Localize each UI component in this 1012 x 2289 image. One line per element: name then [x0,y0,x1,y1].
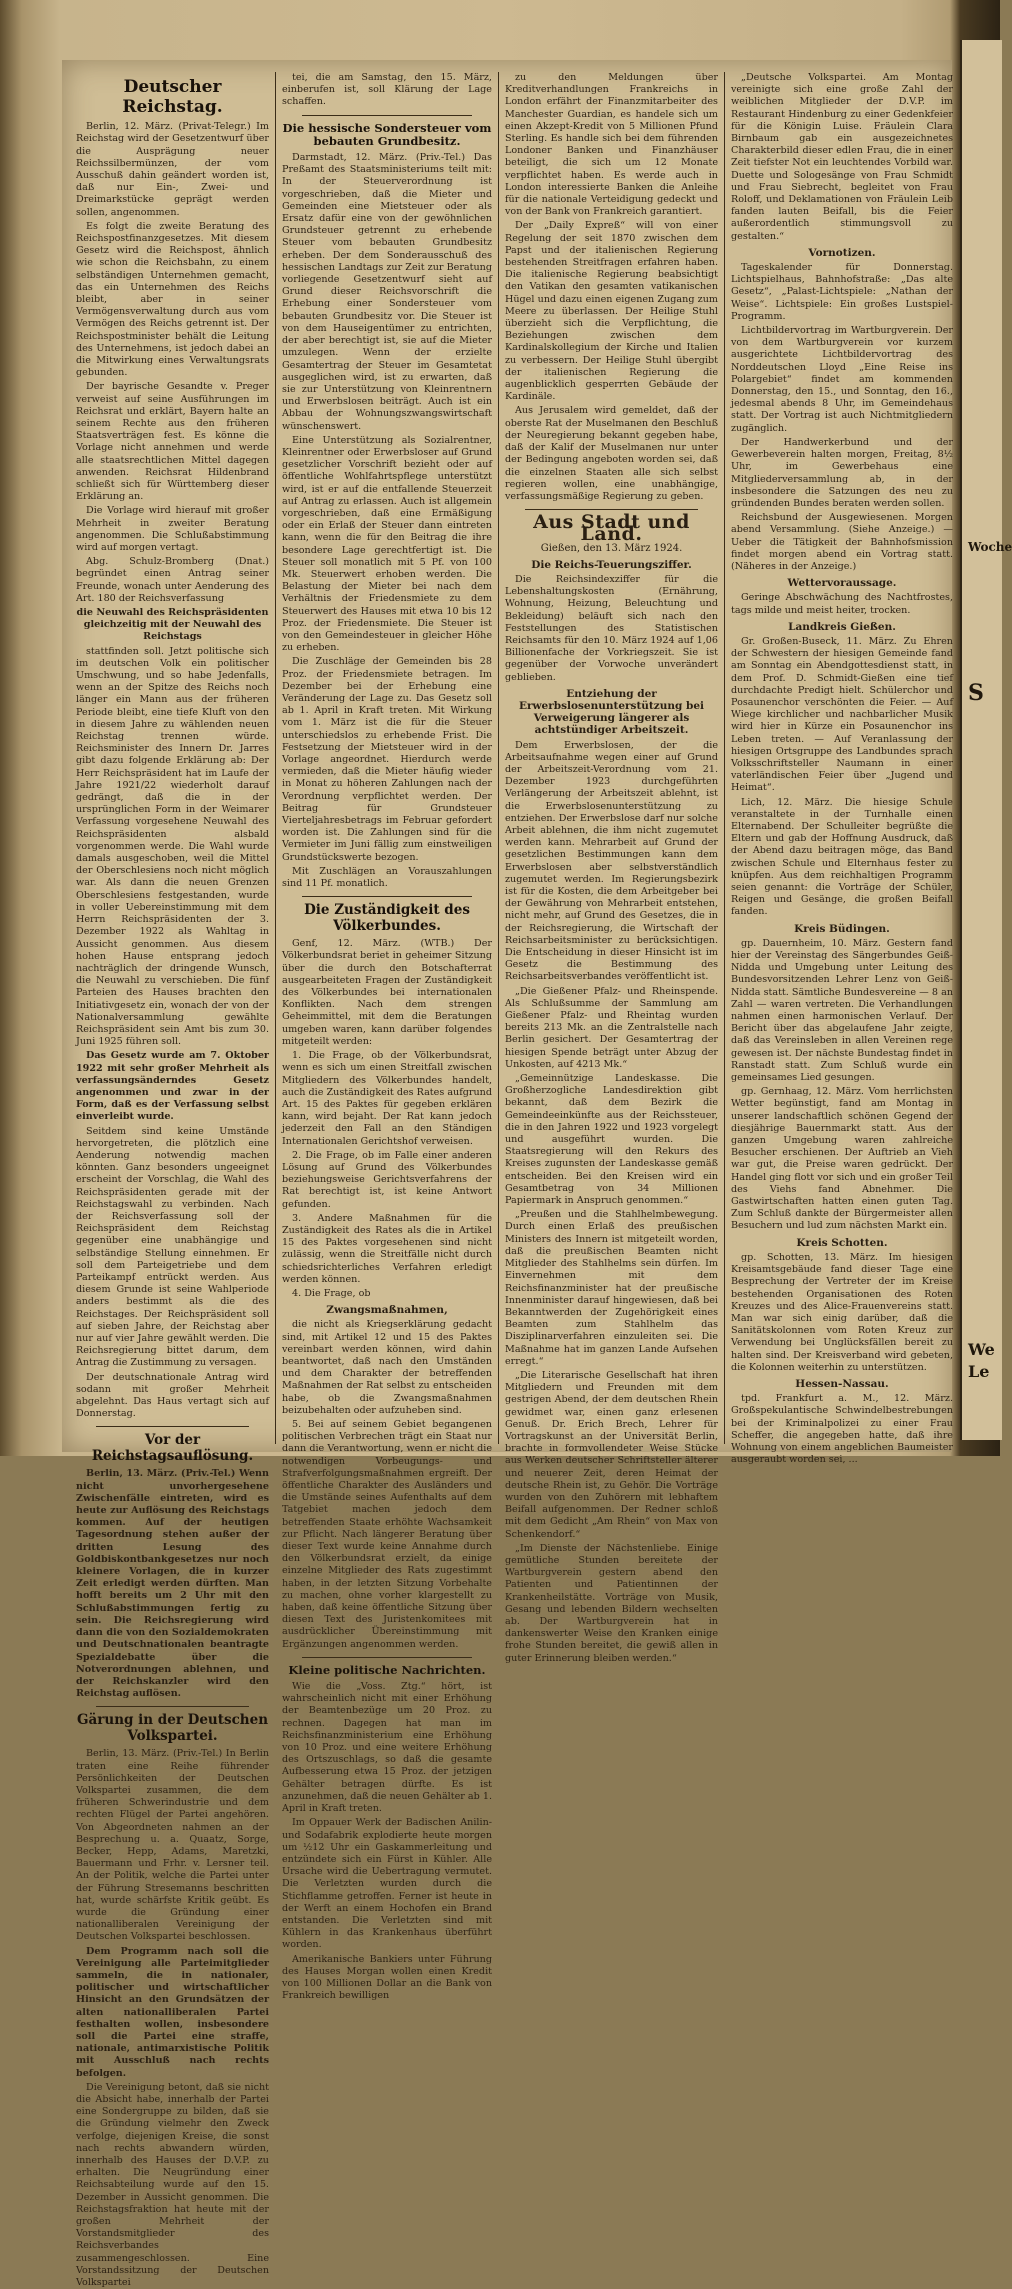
article-paragraph: Die Zuschläge der Gemeinden bis 28 Proz. der Friedensmiete betragen. Im Dezember bei der Erhebung eine Veränderung der Lage zu. Das Gesetz soll ab 1. April in Kraft treten. Mit Wirkung vom 1. März ist die für die Steuer unterschiedslos zu erhebende Frist. Die Festsetzung der Mietsteuer wird in der Vorlage angeordnet. Hierdurch werde vermieden, daß die Mieter häufig wieder in Monat zu höheren Zahlungen nach der Verordnung verpflichtet werden. Der Beitrag für Grundsteuer Vierteljahresbetrags im Februar gefordert worden ist. Die Zahlungen sind für die Vermieter im Juni fällig zum einstweiligen Grundstückswerte bezogen. [282,656,492,863]
headline-vornotizen: Vornotizen. [808,246,876,259]
article-paragraph: „Gemeinnützige Landeskasse. Die Großherzogliche Landesdirektion gibt bekannt, daß dem Bezirk die Gemeindeeinkünfte aus der Reichssteuer, die in den Jahren 1922 und 1923 vorgelegt und ausgeführt wurden. Die Staatsregierung will den Rekurs des Kreises zugunsten der Landeskasse gemäß entscheiden. Bei den Kreisen wird ein Gesamtbetrag von 34 Millionen Papiermark in Anspruch genommen.“ [505,1073,718,1207]
headline-erwerbslos: Entziehung der Erwerbslosenunterstützung bei Verweigerung längerer als achtstündiger Arbeitszeit. [518,687,705,737]
divider [96,1426,249,1427]
article-paragraph: die nicht als Kriegserklärung gedacht sind, mit Artikel 12 und 15 des Paktes vereinbart werden können, wird dahin beantwortet, daß nach den Umständen und dem Charakter der betreffenden Maßnahmen der Rat selbst zu entscheiden habe, ob die Zwangsmaßnahmen beizubehalten oder aufzuheben sind. [282,1319,492,1416]
article-paragraph: 5. Bei auf seinem Gebiet begangenen politischen Verbrechen trägt ein Staat nur dann die Verantwortung, wenn er nicht die notwendigen Vorbeugungs- und Strafverfolgungsmaßnahmen ergreift. Der öffentliche Charakter des Ausländers und die Umstände seines Aufenthalts auf dem Tatgebiet machen jedoch dem betreffenden Staate erhöhte Wachsamkeit zur Pflicht. Nach längerer Beratung über dieser Text wurde keine Annahme durch den Völkerbundsrat erzielt, da einige einzelne Mitglieder des Rats zugestimmt haben, in der letzten Sitzung Vorbehalte zu machen, ohne vorher klargestellt zu haben, daß keine öffentliche Sitzung über diesen Text des Juristenkomitees mit ausdrücklicher Übereinstimmung mit Ergänzungen angenommen werden. [282,1418,492,1650]
article-paragraph: 4. Die Frage, ob [292,1287,371,1299]
article-paragraph: Die Vorlage wird hierauf mit großer Mehrheit in zweiter Beratung angenommen. Die Schlußabstimmung wird auf morgen vertagt. [76,505,269,553]
column-3 [505,72,718,1664]
article-paragraph: Seitdem sind keine Umstände hervorgetreten, die plötzlich eine Aenderung notwendig machen könnten. Ganz besonders ungeeignet erscheint der Vorschlag, die Wahl des Reichspräsidenten gerade mit der Reichstagswahl zu verbinden. Nach der Reichsverfassung soll der Reichspräsident dem Reichstag gegenüber eine unabhängige und selbständige Stellung einnehmen. Er soll dem Parteigetriebe und dem Parteikampf entrückt werden. Aus diesem Grunde ist seine Wahlperiode anders bestimmt als die des Reichstages. Der Reichspräsident soll auf sieben Jahre, der Reichstag aber nur auf vier Jahre gewählt werden. Die Reichsregierung bittet darum, dem Antrag die Zustimmung zu versagen. [76,1125,269,1369]
article-paragraph: Geringe Abschwächung des Nachtfrostes, tags milde und meist heiter, trocken. [731,592,953,616]
article-paragraph: Es folgt die zweite Beratung des Reichspostfinanzgesetzes. Mit diesem Gesetz wird die Reichspost, ähnlich wie schon die Reichsbahn, zu einem selbständigen Unternehmen gemacht, das ein Unternehmen des Reichs bleibt, aber in seiner Vermögensverwaltung durch aus vom Vermögen des Reichs getrennt ist. Der Reichspostminister behält die Leitung des Unternehmens, ist jedoch dabei an die Mitwirkung eines Verwaltungsrats gebunden. [76,220,269,379]
article-paragraph: Der Handwerkerbund und der Gewerbeverein halten morgen, Freitag, 8½ Uhr, im Gewerbehaus eine Mitgliederversammlung ab, in der insbesondere die Satzungen des neu zu gründenden Bundes beraten werden sollen. [731,436,953,509]
article-paragraph: Die Reichsindexziffer für die Lebenshaltungskosten (Ernährung, Wohnung, Heizung, Beleuchtung und Bekleidung) beläuft sich nach den Feststellungen des Statistischen Reichsamts für den 10. März 1924 auf 1,06 Billionenfache der Vorkriegszeit. Sie ist gegenüber der Vorwoche unverändert geblieben. [505,573,718,683]
column-rule [724,72,725,1444]
article-paragraph: Tageskalender für Donnerstag. Lichtspielhaus, Bahnhofstraße: „Das alte Gesetz“, „Palast-Lichtspiele: „Nathan der Weise“. Lichtspiele: Ein großes Lustspiel-Programm. [731,262,953,322]
article-paragraph: Berlin, 12. März. (Privat-Telegr.) Im Reichstag wird der Gesetzentwurf über die Ausprägung neuer Reichssilbermünzen, der vom Ausschuß dahin geändert worden ist, daß nur Ein-, Zwei- und Dreimarkstücke geprägt werden sollen, angenommen. [76,121,269,218]
column-1 [76,72,269,2289]
article-paragraph: zu den Meldungen über Kreditverhandlungen Frankreichs in London erfährt der Finanzmitarbeiter des Manchester Guardian, es handele sich um einen Akzept-Kredit von 5 Millionen Pfund Sterling. Es handle sich bei dem führenden Londoner Banken und Finanzhäuser beteiligt, die sich um 12 Monate verpflichtet haben. Es werde auch in London interessierte Banken die Anleihe für die nationale Verteidigung gedeckt und von der Bank von Frankreich garantiert. [505,72,718,218]
column-rule [275,72,276,1444]
article-paragraph: Eine Unterstützung als Sozialrentner, Kleinrentner oder Erwerbsloser auf Grund gesetzlicher Vorschrift bezieht oder auf öffentliche Wohlfahrtspflege unterstützt wird, ist er auf die entfallende Steuerzeit auf Antrag zu erlassen. Auch ist allgemein vorgeschrieben, daß eine Ermäßigung oder ein Erlaß der Steuer dann eintreten kann, wenn die für den Beitrag die ihre besondere Lage gerechtfertigt ist. Die Steuer soll monatlich mit 5 Pf. von 100 Mk. Steuerwert erhoben werden. Die Belastung der Mieter bei nach dem Verhältnis der Friedensmiete zu dem Steuerwert des Hauses mit etwa 10 bis 12 Proz. der Friedensmiete. Die Steuer ist von den Gemeindesteuer in gleicher Höhe zu erheben. [282,434,492,654]
article-paragraph: Darmstadt, 12. März. (Priv.-Tel.) Das Preßamt des Staatsministeriums teilt mit: In der Steuerverordnung ist vorgeschrieben, daß die Mieter und Gemeinden eine Mietsteuer oder als Ersatz dafür eine von der gewöhnlichen Grundsteuer getrennt zu erhebende Steuer vom bebauten Grundbesitz erheben. Der dem Sonderausschuß des hessischen Landtags zur Zeit zur Beratung vorliegende Gesetzentwurf sieht auf Grund dieser Reichsvorschrift die Erhebung einer Sondersteuer vom bebauten Grundbesitz vor. Die Steuer ist von dem Hauseigentümer zu entrichten, der aber berechtigt ist, sie auf die Mieter umzulegen. Wenn der erzielte Gesamtertrag der Steuer im Gesamtetat ausgeglichen wird, ist zu erwarten, daß sie zur Unterstützung von Kleinrentnern und Erwerbslosen beiträgt. Auch ist ein Abbau der Wohnungszwangswirtschaft wünschenswert. [282,152,492,432]
article-paragraph: 3. Andere Maßnahmen für die Zuständigkeit des Rates als die in Artikel 15 des Paktes vorgesehenen sind nicht zulässig, wenn die Streitfälle nicht durch schiedsrichterliches Verfahren erledigt werden können. [282,1212,492,1285]
article-paragraph: „Preußen und die Stahlhelmbewegung. Durch einen Erlaß des preußischen Ministers des Innern ist mitgeteilt worden, daß die preußischen Beamten nicht Mitglieder des Stahlhelms sein dürfen. Im Einvernehmen mit dem Reichsfinanzminister hat der preußische Innenminister darauf hingewiesen, daß bei Bekanntwerden der Zugehörigkeit eines Beamten zum Stahlhelm das Disziplinarverfahren einzuleiten sei. Die Maßnahme hat im ganzen Lande Aufsehen erregt.“ [505,1209,718,1367]
article-paragraph: Der bayrische Gesandte v. Preger verweist auf seine Ausführungen im Reichsrat und erklärt, Bayern halte an seinem Rechte aus den früheren Staatsverträgen fest. Es könne die Vorlage nicht annehmen und werde alle staatsrechtlichen Mittel dagegen anwenden. Reichsrat Hildenbrand schließt sich für Württemberg dieser Erklärung an. [76,381,269,503]
section-title-stadt-land: Aus Stadt und Land. [533,511,690,546]
article-paragraph: Aus Jerusalem wird gemeldet, daß der oberste Rat der Muselmanen den Beschluß der Neuregierung bekannt gegeben habe, daß der Kalif der Muselmanen nur unter der Bedingung angeboten worden sei, daß die einzelnen Staaten alle sich selbst regieren wollen, eine unabhängige, verfassungsmäßige Regierung zu geben. [505,405,718,502]
article-paragraph: gp. Dauernheim, 10. März. Gestern fand hier der Vereinstag des Sängerbundes Geiß-Nidda und Umgebung unter Leitung des Bundesvorsitzenden Lehrer Lenz von Geiß-Nidda statt. Sämtliche Bundesvereine — 8 an Zahl — waren vertreten. Die Verhandlungen nahmen einen harmonischen Verlauf. Der Bericht über das abgelaufene Jahr zeigte, daß das Vereinsleben in allen Vereinen rege gewesen ist. Der nächste Bundestag findet in Ranstadt statt. Zum Schluß wurde ein gemeinsames Lied gesungen. [731,937,953,1084]
headline-landkreis: Landkreis Gießen. [788,620,896,633]
headline-zustaendigkeit: Die Zuständigkeit des Völkerbundes. [304,902,470,934]
column-rule [498,72,499,1444]
headline-schotten: Kreis Schotten. [796,1236,888,1249]
strip-text: S [968,680,984,706]
article-paragraph: gp. Schotten, 13. März. Im hiesigen Kreisamtsgebäude fand dieser Tage eine Besprechung der Vertreter der im Kreise bestehenden Organisationen des Roten Kreuzes und des Alice-Frauenvereins statt. Man war sich einig darüber, daß die Sanitätskolonnen vom Roten Kreuz zur Verwendung bei Unglücksfällen bereit zu halten sind. Der Kreisverband wird gebeten, die Kolonnen weiterhin zu unterstützen. [731,1251,953,1373]
article-paragraph: „Die Gießener Pfalz- und Rheinspende. Als Schlußsumme der Sammlung am Gießener Pfalz- und Rheintag wurden bereits 213 Mk. an die Zentralstelle nach Berlin gesichert. Der Gesamtertrag der hiesigen Spende beträgt unter Abzug der Unkosten, auf 4213 Mk.“ [505,985,718,1070]
strip-text: Le [968,1362,990,1381]
article-paragraph: Lichtbildervortrag im Wartburgverein. Der von dem Wartburgverein vor kurzem ausgerichtete Lichtbildervortrag des Norddeutschen Lloyd „Eine Reise ins Polargebiet“ findet am kommenden Donnerstag, den 15., und Sonntag, den 16., jedesmal abends 8 Uhr, im Gemeindehaus statt. Der Vortrag ist auch Nichtmitgliedern zugänglich. [731,325,953,434]
article-paragraph: 2. Die Frage, ob im Falle einer anderen Lösung auf Grund des Völkerbundes beziehungsweise Gerichtsverfahrens der Rat berechtigt ist, ist keine Antwort gefunden. [282,1149,492,1210]
article-paragraph: 1. Die Frage, ob der Völkerbundsrat, wenn es sich um einen Streitfall zwischen Mitgliedern des Völkerbundes handelt, auch die Zuständigkeit des Rates aufgrund Art. 15 des Paktes für gegeben erklären kann, wird bejaht. Der Rat kann jedoch jederzeit den Fall an den Ständigen Internationalen Gerichtshof verweisen. [282,1050,492,1147]
article-paragraph: Berlin, 13. März. (Priv.-Tel.) In Berlin traten eine Reihe führender Persönlichkeiten der Deutschen Volkspartei zusammen, die dem früheren Schwerindustrie und dem rechten Flügel der Partei angehören. Von Abgeordneten nahmen an der Besprechung u. a. Quaatz, Sorge, Becker, Hepp, Adams, Maretzki, Bauermann und Frhr. v. Lersner teil. An der Politik, welche die Partei unter der Führung Stresemanns beschritten hat, wurde schärfste Kritik geübt. Es wurde die Gründung einer nationalliberalen Vereinigung der Deutschen Volkspartei beschlossen. [76,1748,269,1943]
article-paragraph: Abg. Schulz-Bromberg (Dnat.) begründet einen Antrag seiner Freunde, wonach unter Aenderung des Art. 180 der Reichsverfassung [76,556,269,604]
article-paragraph: „Die Literarische Gesellschaft hat ihren Mitgliedern und Freunden mit dem gestrigen Abend, der dem deutschen Rhein gewidmet war, einen ganz erlesenen Genuß. Dr. Erich Brech, Lehrer für Vortragskunst an der Universität Berlin, brachte in formvollendeter Weise Stücke aus Werken deutscher Schriftsteller älterer und neuerer Zeit, deren Heimat der deutsche Rhein ist, zu Gehör. Die Vorträge wurden von den Zuhörern mit lebhaftem Beifall aufgenommen. Der Redner schloß mit dem Gedicht „Am Rhein“ von Max von Schenkendorf.“ [505,1369,718,1540]
article-paragraph: Mit Zuschlägen an Vorauszahlungen sind 11 Pf. monatlich. [282,865,492,890]
article-paragraph: Reichsbund der Ausgewiesenen. Morgen abend Versammlung. (Siehe Anzeige.) — Ueber die Tätigkeit der Bahnhofsmission findet morgen abend ein Vortrag statt. (Näheres in der Anzeige.) [731,512,953,572]
headline-hessen-nassau: Hessen-Nassau. [795,1377,889,1390]
divider [525,509,698,510]
strip-text: Woche [968,540,1012,554]
headline-reichstag: Deutscher Reichstag. [122,77,223,117]
article-paragraph: tei, die am Samstag, den 15. März, einberufen ist, soll Klärung der Lage schaffen. [282,72,492,108]
article-paragraph: tpd. Frankfurt a. M., 12. März. Großspekulantische Schwindelbestrebungen bei der Kriminalpolizei zu einer Frau Scheffer, die angegeben hatte, daß ihre Wohnung von einem angeblichen Baumeister ausgeraubt worden sei, ... [731,1393,953,1466]
article-paragraph: stattfinden soll. Jetzt politische sich im deutschen Volk ein politischer Umschwung, und so habe Jedenfalls, wenn an der Spitze des Reichs noch länger ein Mann aus der früheren Periode bleibt, eine tiefe Kluft von den in diesem Jahre zu wählenden neuen Reichstag trennen würde. Reichsminister des Innern Dr. Jarres gibt dazu folgende Erklärung ab: Der Herr Reichspräsident hat im Laufe der Jahre 1921/22 wiederholt darauf gedrängt, daß die in der ursprünglichen Form in der Weimarer Verfassung vorgesehene Neuwahl des Reichspräsidenten alsbald vorgenommen werde. Die Wahl wurde damals ausgeschoben, weil die Mittel der Oberschlesiens noch nicht möglich war. Als dann die neuen Grenzen Oberschlesiens festgestanden, wurde in voller Uebereinstimmung mit dem Herrn Reichspräsidenten der 3. Dezember 1922 als Wahltag in Aussicht genommen. Aus diesem hohen Hause entsprang jedoch nachträglich der dringende Wunsch, die Neuwahl zu verschieben. Die fünf Parteien des Hauses brachten den Initiativgesetz ein, wonach der von der Nationalversammlung gewählte Reichspräsident sein Amt bis zum 30. Juni 1925 führen soll. [76,645,269,1048]
headline-teuerung: Die Reichs-Teuerungsziffer. [531,558,692,571]
subheading-zwang: Zwangsmaßnahmen, [326,1304,448,1317]
article-paragraph: Die Vereinigung betont, daß sie nicht die Absicht habe, innerhalb der Partei eine Sondergruppe zu bilden, daß sie die Gründung vielmehr den Zweck verfolge, diejenigen Kreise, die sonst nach rechts abwandern würden, innerhalb des Hauses der D.V.P. zu erhalten. Die Neugründung einer Reichsabteilung wurde auf den 15. Dezember in Aussicht genommen. Die Reichstagsfraktion hat heute mit der großen Mehrheit der Vorstandsmitglieder des Reichsverbandes zusammengeschlossen. Eine Vorstandssitzung der Deutschen Volkspartei [76,2081,269,2289]
article-paragraph: Amerikanische Bankiers unter Führung des Hauses Morgan wollen einen Kredit von 100 Millionen Dollar an die Bank von Frankreich bewilligen [282,1953,492,2002]
adjacent-page-strip [960,40,1012,1440]
headline-aufloesung: Vor der Reichstagsauflösung. [91,1432,254,1464]
article-paragraph: Der „Daily Expreß“ will von einer Regelung der seit 1870 zwischen dem Papst und der italienischen Regierung bestehenden Streitfragen erfahren haben. Die italienische Regierung beabsichtigt den Vatikan den gesamten vatikanischen Hügel und dazu einen eigenen Zugang zum Meere zu überlassen. Der Heilige Stuhl überzieht sich die Verpflichtung, die Beziehungen zwischen dem Kardinalskollegium der Kirche und Italien zu verbessern. Der Heilige Stuhl übergibt der italienischen Regierung die augenblicklich gesperrten Gebäude der Kardinäle. [505,220,718,403]
article-paragraph: Im Oppauer Werk der Badischen Anilin- und Sodafabrik explodierte heute morgen um ½12 Uhr ein Gaskammerleitung und entzündete sich ein Fürst in Kühler. Alle Ursache wird die Uebertragung vermutet. Die Verletzten wurden durch die Stichflamme getroffen. Ferner ist heute in der Werft an einem Hochofen ein Brand entstanden. Die Verletzten sind mit Kühlern in das Krankenhaus überführt worden. [282,1817,492,1951]
divider [302,1657,472,1658]
article-paragraph: „Deutsche Volkspartei. Am Montag vereinigte sich eine große Zahl der weiblichen Mitglieder der D.V.P. im Restaurant Hindenburg zu einer Gedenkfeier für die Königin Luise. Fräulein Clara Birnbaum gab ein ausgezeichnetes Charakterbild dieser edlen Frau, die in einer Zeit tiefster Not ein leuchtendes Vorbild war. Duette und Sologesänge von Frau Schmidt und Frau Siebrecht, begleitet von Frau Roloff, und Deklamationen von Fräulein Leib fanden lauten Beifall, bis die Feier außerordentlich stimmungsvoll zu gestalten.“ [731,72,953,242]
article-paragraph: gp. Gernhaag, 12. März. Vom herrlichsten Wetter begünstigt, fand am Montag in unserer landschaftlich schönen Gegend der diesjährige Bauernmarkt statt. Aus der ganzen Umgebung waren zahlreiche Besucher erschienen. Der Auftrieb an Vieh war gut, die Preise waren gedrückt. Der Handel ging flott vor sich und ein großer Teil des Viehs fand Abnehmer. Die Gastwirtschaften hatten einen guten Tag. Zum Schluß dankte der Bürgermeister allen Besuchern und lud zum nächsten Markt ein. [731,1086,953,1232]
column-2 [282,72,492,2002]
article-paragraph: Lich, 12. März. Die hiesige Schule veranstaltete in der Turnhalle einen Elternabend. Der Schulleiter begrüßte die Eltern und gab der Hoffnung Ausdruck, daß der Abend dazu beitragen möge, das Band zwischen Schule und Elternhaus fester zu knüpfen. Aus dem reichhaltigen Programm seien genannt: die Vorträge der Schüler, Reigen und Gesänge, die großen Beifall fanden. [731,796,953,918]
headline-hessisch: Die hessische Sondersteuer vom bebauten Grundbesitz. [282,120,492,148]
article-paragraph: Der deutschnationale Antrag wird sodann mit großer Mehrheit abgelehnt. Das Haus vertagt sich auf Donnerstag. [76,1371,269,1420]
divider [302,896,472,897]
headline-kleine: Kleine politische Nachrichten. [288,1662,486,1677]
article-emphasis: Das Gesetz wurde am 7. Oktober 1922 mit sehr großer Mehrheit als verfassungsänderndes Gesetz angenommen und zwar in der Form, daß es der Verfassung selbst einverleibt wurde. [76,1050,269,1123]
strip-text: We [968,1340,995,1359]
divider [302,115,472,116]
article-paragraph: Wie die „Voss. Ztg.“ hört, ist wahrscheinlich nicht mit einer Erhöhung der Beamtenbezüge um 20 Proz. zu rechnen. Dagegen hat man im Reichsfinanzministerium eine Erhöhung von 10 Proz. und eine weitere Erhöhung des Ortszuschlags, so daß die gesamte Aufbesserung etwa 15 Proz. der jetzigen Gehälter betragen dürfte. Es ist anzunehmen, daß die neuen Gehälter ab 1. April in Kraft treten. [282,1681,492,1815]
headline-gaerung: Gärung in der Deutschen Volkspartei. [76,1712,269,1744]
article-emphasis: die Neuwahl des Reichspräsidenten gleichzeitig mit der Neuwahl des Reichstags [76,607,269,643]
dateline: Gießen, den 13. März 1924. [540,542,683,554]
headline-wetter: Wettervoraussage. [787,577,897,590]
article-paragraph: „Im Dienste der Nächstenliebe. Einige gemütliche Stunden bereitete der Wartburgverein gestern abend den Patienten und Patientinnen der Krankenheilstätte. Vorträge von Musik, Gesang und lebenden Bildern wechselten ab. Der Wartburgverein hat in dankenswerter Weise den Kranken einige frohe Stunden bereitet, die gewiß allen in guter Erinnerung bleiben werden.“ [505,1542,718,1664]
article-paragraph: Gr. Großen-Buseck, 11. März. Zu Ehren der Schwestern der hiesigen Gemeinde fand am Sonntag ein Abendgottesdienst statt, in dem Prof. D. Schmidt-Gießen eine tief durchdachte Predigt hielt. Schülerchor und Posaunenchor verschönten die Feier. — Auf Wiege kirchlicher und nachbarlicher Musik wird hier in Kürze ein Posaunenchor ins Leben treten. — Auf Veranlassung der hiesigen Ortsgruppe des Landbundes sprach Volksschriftsteller Naumann in einer vaterländischen Feier über „Jugend und Heimat“. [731,635,953,794]
headline-buedingen: Kreis Büdingen. [794,922,890,935]
divider [96,1706,249,1707]
article-paragraph: Genf, 12. März. (WTB.) Der Völkerbundsrat beriet in geheimer Sitzung über die durch den Botschafterrat ausgearbeiteten Fragen der Zuständigkeit des Völkerbundes bei internationalen Konflikten. Nach dem strengen Geheimmittel, mit dem die Beratungen umgeben waren, kann darüber folgendes mitgeteilt werden: [282,938,492,1047]
article-paragraph: Dem Erwerbslosen, der die Arbeitsaufnahme wegen einer auf Grund der Arbeitszeit-Verordnung vom 21. Dezember 1923 durchgeführten Verlängerung der Arbeitszeit ablehnt, ist die Erwerbslosenunterstützung zu entziehen. Der Erwerbslose darf nur solche Arbeit ablehnen, die ihm nicht zugemutet werden kann. Mehrarbeit auf Grund der gesetzlichen Bestimmungen kann dem Erwerbslosen aber selbstverständlich zugemutet werden. Im Regierungsbezirk ist für die Kosten, die dem Arbeitgeber bei der Gewährung von Mehrarbeit entstehen, nicht mehr, auf Grund des Gesetzes, die in der Reichsregierung, die Wirtschaft der Reichsarbeitsminister zu berücksichtigen. Die Entscheidung in dieser Hinsicht ist im Gesetz die Bestimmung des Reichsarbeitsverbandes veröffentlicht ist. [505,739,718,983]
article-emphasis: Dem Programm nach soll die Vereinigung alle Parteimitglieder sammeln, die in nationaler, politischer und wirtschaftlicher Hinsicht an den Grundsätzen der alten nationalliberalen Partei festhalten wollen, insbesondere soll die Partei eine straffe, nationale, antimarxistische Politik mit Ausschluß nach rechts befolgen. [76,1945,269,2079]
article-paragraph: Berlin, 13. März. (Priv.-Tel.) Wenn nicht unvorhergesehene Zwischenfälle eintreten, wird es heute zur Auflösung des Reichstags kommen. Auf der heutigen Tagesordnung stehen außer der dritten Lesung des Goldbiskontbankgesetzes nur noch kleinere Vorlagen, die in kurzer Zeit erledigt werden dürften. Man hofft bereits um 2 Uhr mit den Schlußabstimmungen fertig zu sein. Die Reichsregierung wird dann die von den Sozialdemokraten und Deutschnationalen beantragte Spezialdebatte über die Notverordnungen ablehnen, und der Reichskanzler wird den Reichstag auflösen. [76,1468,269,1700]
column-4 [731,72,953,1466]
